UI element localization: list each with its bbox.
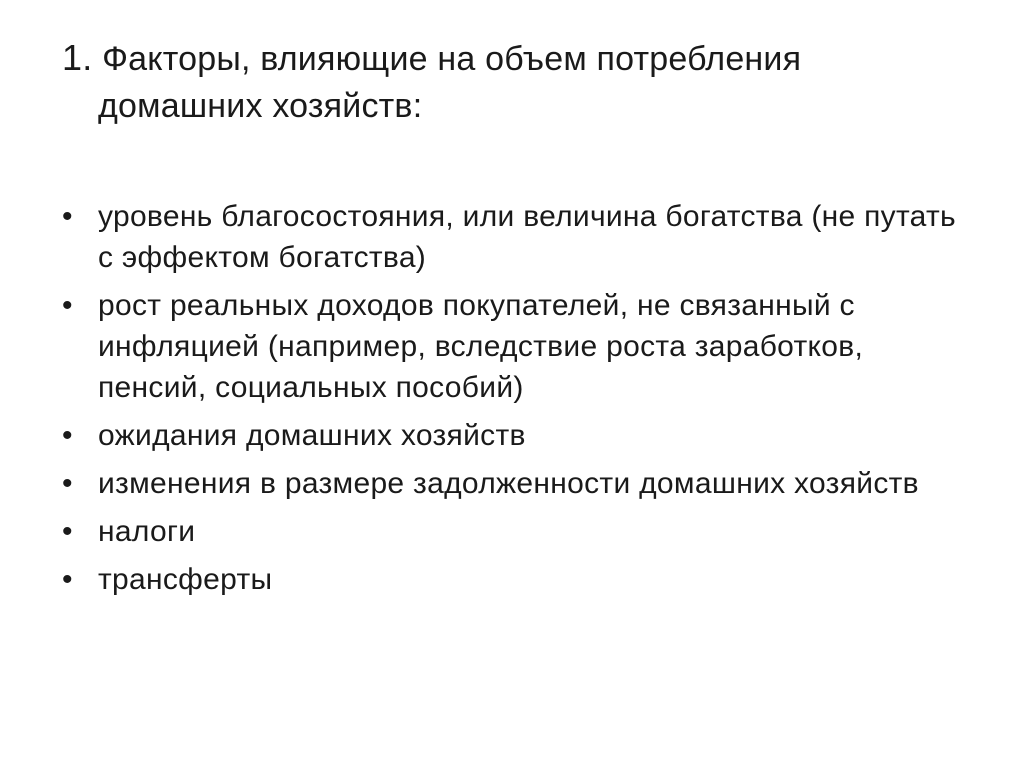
list-item	[62, 511, 962, 552]
list-item-text: налоги	[98, 515, 196, 548]
list-item	[62, 415, 962, 456]
list-item	[62, 196, 962, 278]
title-number: 1.	[62, 37, 93, 78]
bullet-icon: •	[62, 289, 73, 322]
slide-title	[62, 34, 962, 130]
title-line-2: домашних хозяйств:	[98, 87, 423, 125]
list-item-text: изменения в размере задолженности домашних хозяйств	[98, 467, 919, 500]
list-item	[62, 285, 962, 408]
bullet-icon: •	[62, 200, 73, 233]
list-item-text: трансферты	[98, 563, 273, 596]
list-item-text: рост реальных доходов покупателей, не связанный с инфляцией (например, вследствие роста заработков, пенсий, социальных пособий)	[98, 289, 864, 404]
bullet-icon: •	[62, 563, 73, 596]
list-item-text: ожидания домашних хозяйств	[98, 419, 526, 452]
title-line-1: Факторы, влияющие на объем потребления	[102, 40, 802, 78]
factor-list	[62, 196, 962, 607]
list-item-text: уровень благосостояния, или величина богатства (не путать с эффектом богатства)	[98, 200, 956, 274]
list-item	[62, 559, 962, 600]
list-item	[62, 463, 962, 504]
bullet-icon: •	[62, 515, 73, 548]
bullet-icon: •	[62, 467, 73, 500]
bullet-icon: •	[62, 419, 73, 452]
